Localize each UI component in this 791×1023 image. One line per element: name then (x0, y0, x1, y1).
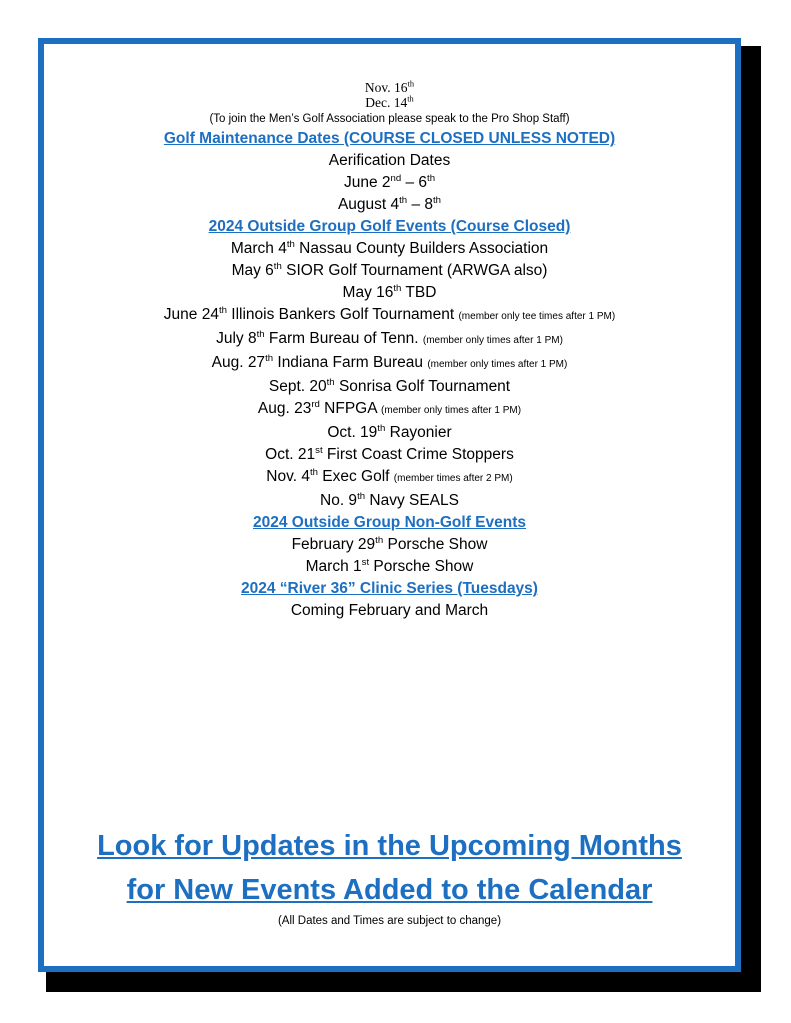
schedule-content (44, 80, 735, 622)
nongolf-events-heading: 2024 Outside Group Non-Golf Events (252, 514, 526, 531)
golf-event-item: Sept. 20th Sonrisa Golf Tournament (268, 376, 511, 395)
aerification-date: June 2nd – 6th (343, 172, 436, 191)
event-note: (member times after 2 PM) (393, 473, 513, 484)
clinic-text: Coming February and March (290, 602, 489, 619)
golf-event-item: Oct. 21st First Coast Crime Stoppers (265, 444, 514, 463)
event-note: (member only times after 1 PM) (422, 335, 563, 346)
golf-event-item: Nov. 4th Exec Golf (member times after 2 PM) (266, 466, 513, 485)
golf-event-item: No. 9th Navy SEALS (320, 490, 459, 509)
updates-line-2: for New Events Added to the Calendar (126, 874, 653, 906)
golf-event-item: March 4th Nassau County Builders Association (230, 238, 549, 257)
nongolf-event-item: March 1st Porsche Show (305, 556, 474, 575)
updates-line-1: Look for Updates in the Upcoming Months (97, 830, 682, 862)
golf-event-item: May 6th SIOR Golf Tournament (ARWGA also) (231, 260, 548, 279)
mga-date-item: Dec. 14th (365, 94, 414, 110)
aerification-date: August 4th – 8th (337, 194, 442, 213)
event-note: (member only times after 1 PM) (427, 359, 568, 370)
mga-date-item: Nov. 16th (364, 79, 415, 95)
golf-events-heading: 2024 Outside Group Golf Events (Course Closed) (208, 218, 571, 235)
event-note: (member only times after 1 PM) (381, 405, 522, 416)
golf-event-item: July 8th Farm Bureau of Tenn. (member only times after 1 PM) (216, 328, 563, 347)
golf-event-item: Aug. 27th Indiana Farm Bureau (member only times after 1 PM) (211, 352, 568, 371)
event-note: (member only tee times after 1 PM) (458, 311, 616, 322)
golf-event-item: June 24th Illinois Bankers Golf Tournament (member only tee times after 1 PM) (163, 304, 616, 323)
maintenance-heading: Golf Maintenance Dates (COURSE CLOSED UNLESS NOTED) (163, 130, 616, 147)
golf-event-item: Aug. 23rd NFPGA (member only times after 1 PM) (257, 398, 522, 417)
aerification-label: Aerification Dates (328, 152, 451, 169)
clinic-heading: 2024 “River 36” Clinic Series (Tuesdays) (241, 580, 538, 597)
disclaimer: (All Dates and Times are subject to change) (277, 915, 502, 927)
golf-event-item: Oct. 19th Rayonier (327, 422, 452, 441)
mga-note: (To join the Men’s Golf Association please speak to the Pro Shop Staff) (209, 113, 570, 125)
golf-event-item: May 16th TBD (342, 282, 437, 301)
nongolf-event-item: February 29th Porsche Show (291, 534, 488, 553)
updates-callout (44, 824, 735, 930)
page-frame (38, 38, 741, 972)
